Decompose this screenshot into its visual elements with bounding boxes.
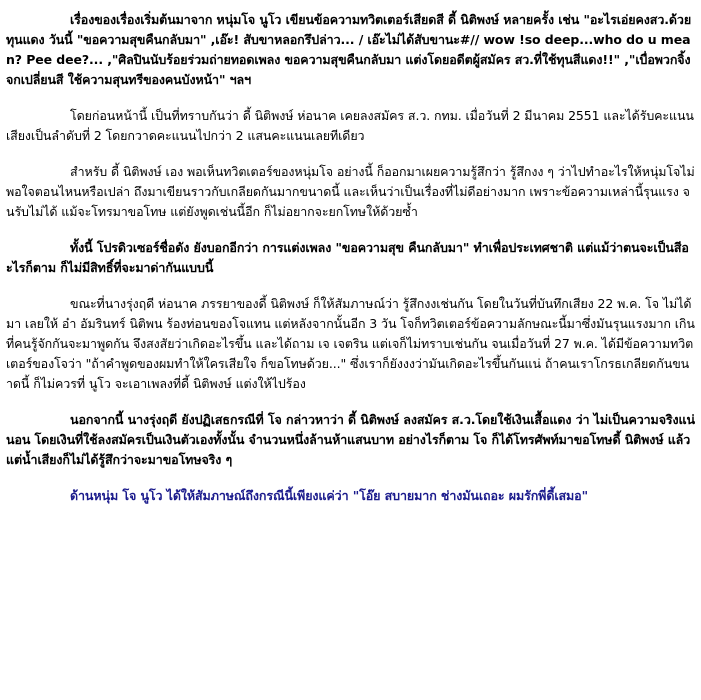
paragraph-wife-denial: นอกจากนี้ นางรุ่งฤดี ยังปฏิเสธกรณีที่ โจ กล่าวหาว่า ดี้ นิติพงษ์ ลงสมัคร ส.ว.โดยใช้เงินเสื้อแดง ว่า ไม่เป็นความจริงแน่นอน โดยเงินที่ใช้ลงสมัครเป็นเงินตัวเองทั้งนั้น จำนวนหนึ่งล้านห้าแสนบาท อย่างไรก็ตาม โจ ก็ได้โทรศัพท์มาขอโทษดี้ นิติพงษ์ แล้ว แต่น้ำเสียงก็ไม่ได้รู้สึกว่าจะมาขอโทษจริง ๆ [6,412,695,467]
paragraph-producer-statement: ทั้งนี้ โปรดิวเซอร์ชื่อดัง ยังบอกอีกว่า การแต่งเพลง "ขอความสุข คืนกลับมา" ทำเพื่อประเทศชาติ แต่แม้ว่าตนจะเป็นสีอะไรก็ตาม ก็ไม่มีสิทธิ์ที่จะมาด่ากันแบบนี้ [6,240,689,275]
paragraph-wife-interview: ขณะที่นางรุ่งฤดี ห่อนาค ภรรยาของดี้ นิติพงษ์ ก็ให้สัมภาษณ์ว่า รู้สึกงงเช่นกัน โดยในวันที่บันทึกเสียง 22 พ.ค. โจ ไม่ได้มา เลยให้ อ๋า อัมรินทร์ นิติพน ร้องท่อนของโจแทน แต่หลังจากนั้นอีก 3 วัน โจก็ทวิตเตอร์ข้อความลักษณะนี้มาซึ่งมันรุนแรงมาก เกินที่คนรู้จักกันจะมาพูดกัน จึงสงสัยว่าเกิดอะไรขึ้น และได้ถาม เจ เจตริน แต่เจก็ไม่ทราบเช่นกัน จนเมื่อวันที่ 27 พ.ค. ได้มีข้อความทวิตเตอร์ของโจว่า "ถ้าคำพูดของผมทำให้ใครเสียใจ ก็ขอโทษด้วย..." ซึ่งเราก็ยังงงว่ามันเกิดอะไรขึ้นกันแน่ ถ้าคนเราโกรธเกลียดกันขนาดนี้ ก็ไม่ควรที่ นูโว จะเอาเพลงที่ดี้ นิติพงษ์ แต่งให้ไปร้อง [6,296,695,391]
paragraph-background: โดยก่อนหน้านี้ เป็นที่ทราบกันว่า ดี้ นิติพงษ์ ห่อนาค เคยลงสมัคร ส.ว. กทม. เมื่อวันที่ 2 มีนาคม 2551 และได้รับคะแนนเสียงเป็นลำดับที่ 2 โดยกวาดคะแนนไปกว่า 2 แสนคะแนนเลยทีเดียว [6,108,694,143]
paragraph-intro: เรื่องของเรื่องเริ่มต้นมาจาก หนุ่มโจ นูโว เขียนข้อความทวิตเตอร์เสียดสี ดี้ นิติพงษ์ หลายครั้ง เช่น "อะไรเอ่ยคงสว.ด้วยทุนแดง วันนี้ "ขอความสุขคืนกลับมา" ,เอ๊ะ! สับขาหลอกรึปล่าว... / เอ๊ะไม่ได้สับขานะ#// wow !so deep...who do u mean? Pee dee?... ,"ศิลปินนับร้อยร่วมถ่ายทอดเพลง ขอความสุขคืนกลับมา แต่งโดยอดีตผู้สมัคร สว.ที่ใช้ทุนสีแดง!!" ,"เบื่อพวกจิ้งจกเปลี่ยนสี ใช้ความสุนทรีของคนบังหน้า" ฯลฯ [6,12,692,87]
paragraph-dee-response: สำหรับ ดี้ นิติพงษ์ เอง พอเห็นทวิตเตอร์ของหนุ่มโจ อย่างนี้ ก็ออกมาเผยความรู้สึกว่า รู้สึกงง ๆ ว่าไปทำอะไรให้หนุ่มโจไม่พอใจตอนไหนหรือเปล่า ถึงมาเขียนราวกับเกลียดกันมากขนาดนี้ และเห็นว่าเป็นเรื่องที่ไม่ดีอย่างมาก เพราะข้อความเหล่านี้รุนแรง จนรับไม่ได้ แม้จะโทรมาขอโทษ แต่ยังพูดเช่นนี้อีก ก็ไม่อยากจะยกโทษให้ด้วยซ้ำ [6,164,695,219]
paragraph-jo-quote: ด้านหนุ่ม โจ นูโว ได้ให้สัมภาษณ์ถึงกรณีนี้เพียงแค่ว่า "โอ๊ย สบายมาก ช่างมันเถอะ ผมรักพี่ดี้เสมอ" [70,488,588,503]
